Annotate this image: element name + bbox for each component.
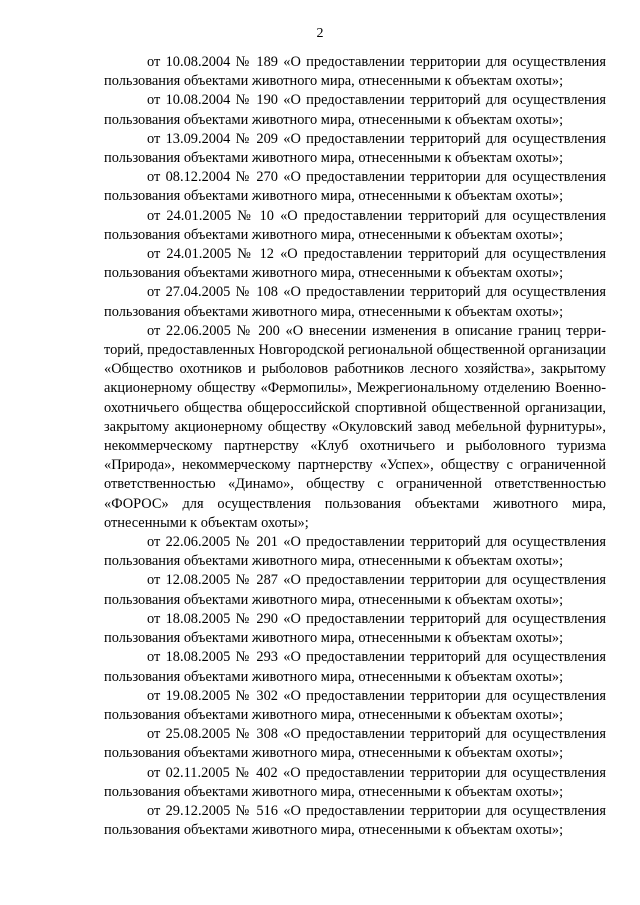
list-item: от 10.08.2004 № 189 «О предоставлении территории для осуществления пользования объектами животного мира, отнесенными к объектам охоты»; bbox=[104, 54, 606, 90]
list-item: от 24.01.2005 № 10 «О предоставлении территорий для осуществления пользования объектами животного мира, отнесенными к объектам охоты»; bbox=[104, 207, 606, 243]
list-item: от 22.06.2005 № 201 «О предоставлении территорий для осуществления пользования объектами животного мира, отнесенными к объектам охоты»; bbox=[104, 534, 606, 570]
list-item: от 25.08.2005 № 308 «О предоставлении территорий для осуществления пользования объектами животного мира, отнесенными к объектам охоты»; bbox=[104, 726, 606, 762]
list-item: от 29.12.2005 № 516 «О предоставлении территории для осуществления пользования объектами животного мира, отнесенными к объектам охоты»; bbox=[104, 802, 606, 839]
list-item: от 24.01.2005 № 12 «О предоставлении территорий для осуществления пользования объектами животного мира, отнесенными к объектам охоты»; bbox=[104, 246, 606, 282]
list-item: от 13.09.2004 № 209 «О предоставлении территорий для осуществления пользования объектами животного мира, отнесенными к объектам охоты»; bbox=[104, 130, 606, 167]
document-body bbox=[104, 53, 606, 840]
list-item: от 22.06.2005 № 200 «О внесении изменения в описание границ территорий, предоставленных Новгородской региональной общественной организации «Общество охотников и рыболовов работников лесного хозяйства», закрытому акционерному обществу «Фермопилы», Межрегиональному отделению Военно-охотничьего общества общероссийской спортивной общественной организации, закрытому акционерному обществу «Окуловский завод мебельной фурнитуры», некоммерческому партнерству «Клуб охотничьего и рыболовного туризма «Природа», некоммерческому партнерству «Успех», обществу с ограниченной ответственностью «Динамо», обществу с ограниченной ответственностью «ФОРОС» для осуществления пользования объектами животного мира, отнесенными к объектам охоты»; bbox=[104, 322, 606, 531]
list-item: от 10.08.2004 № 190 «О предоставлении территорий для осуществления пользования объектами животного мира, отнесенными к объектам охоты»; bbox=[104, 92, 606, 128]
list-item: от 18.08.2005 № 293 «О предоставлении территорий для осуществления пользования объектами животного мира, отнесенными к объектам охоты»; bbox=[104, 649, 606, 685]
list-item: от 19.08.2005 № 302 «О предоставлении территории для осуществления пользования объектами животного мира, отнесенными к объектам охоты»; bbox=[104, 687, 606, 723]
list-item: от 02.11.2005 № 402 «О предоставлении территории для осуществления пользования объектами животного мира, отнесенными к объектам охоты»; bbox=[104, 764, 606, 800]
list-item: от 12.08.2005 № 287 «О предоставлении территории для осуществления пользования объектами животного мира, отнесенными к объектам охоты»; bbox=[104, 572, 606, 608]
list-item: от 18.08.2005 № 290 «О предоставлении территорий для осуществления пользования объектами животного мира, отнесенными к объектам охоты»; bbox=[104, 610, 606, 647]
list-item: от 08.12.2004 № 270 «О предоставлении территории для осуществления пользования объектами животного мира, отнесенными к объектам охоты»; bbox=[104, 169, 606, 205]
list-item: от 27.04.2005 № 108 «О предоставлении территорий для осуществления пользования объектами животного мира, отнесенными к объектам охоты»; bbox=[104, 284, 606, 320]
page-number: 2 bbox=[316, 26, 324, 41]
